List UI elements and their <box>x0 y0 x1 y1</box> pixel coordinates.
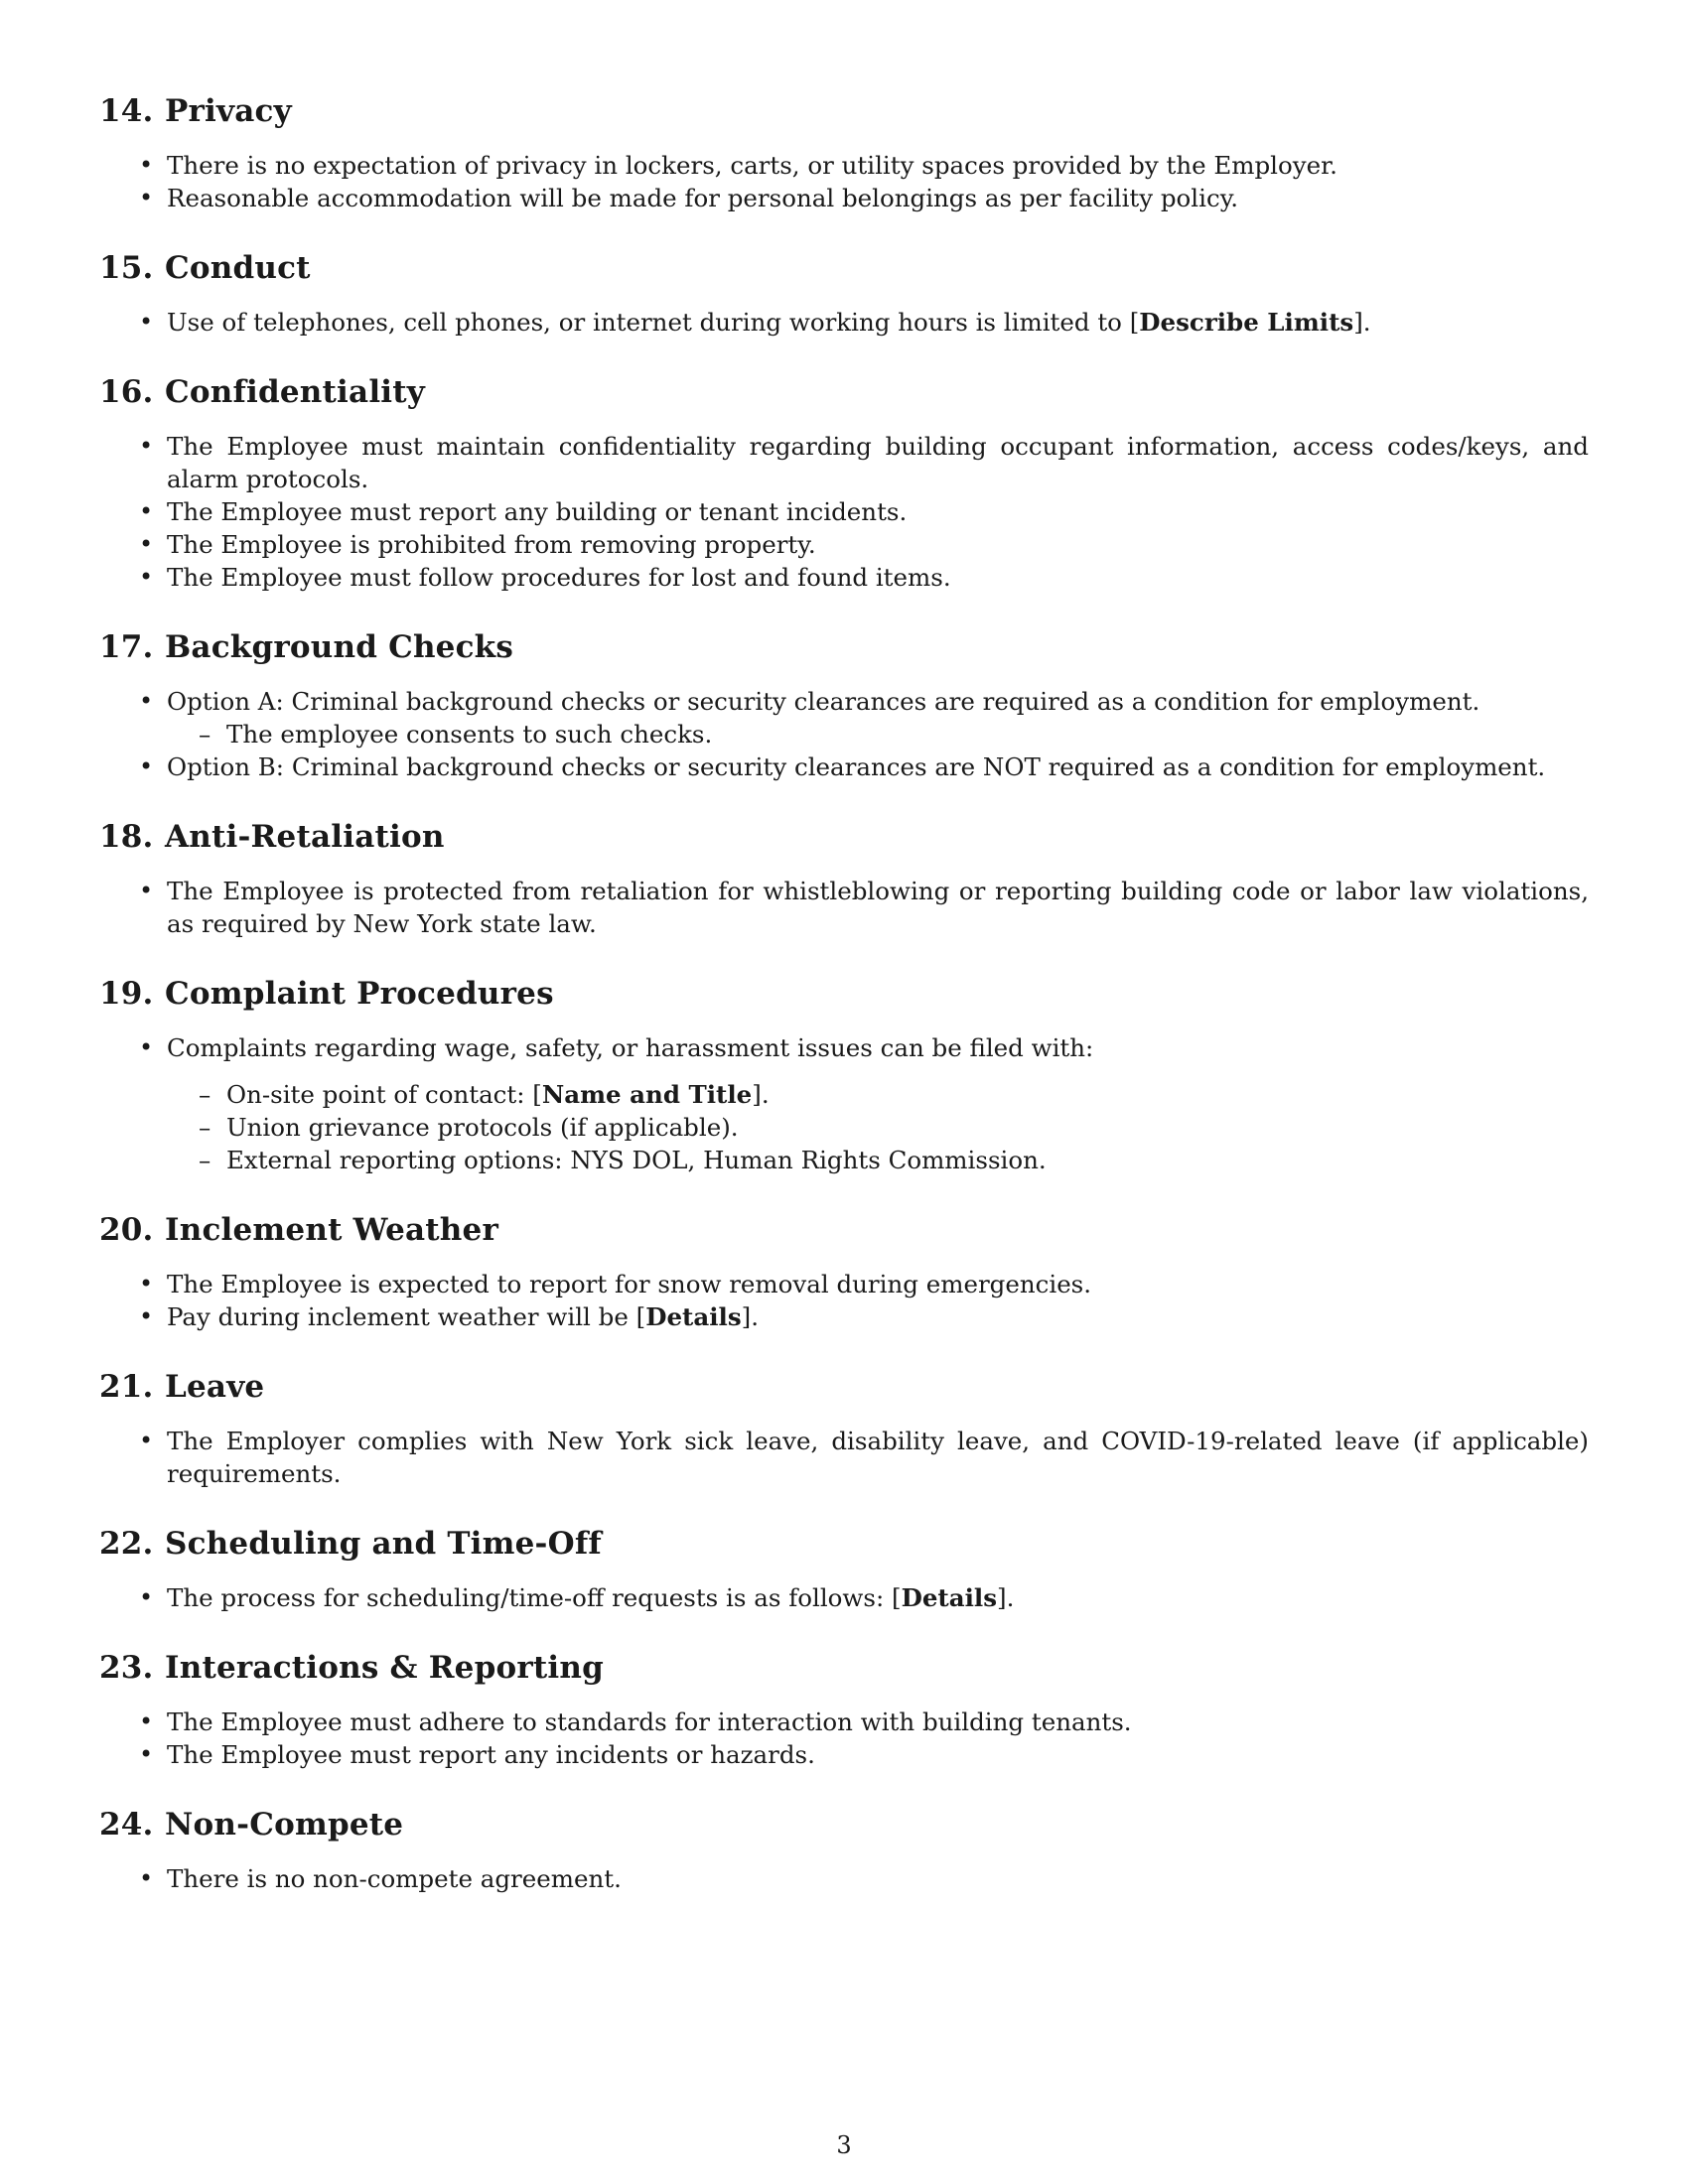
section-title: Background Checks <box>165 629 514 665</box>
section-confidentiality <box>99 372 1589 594</box>
bullet-item <box>99 306 1589 339</box>
section-title: Privacy <box>165 93 292 129</box>
sub-bullet-item <box>167 1078 1589 1111</box>
section-number: 20. <box>99 1212 154 1248</box>
bullet-list <box>99 306 1589 339</box>
section-number: 17. <box>99 629 154 665</box>
bullet-item <box>99 1581 1589 1614</box>
section-anti-retaliation <box>99 817 1589 940</box>
section-background-checks <box>99 627 1589 783</box>
sub-bullet-list <box>167 718 1589 751</box>
section-number: 23. <box>99 1650 154 1686</box>
bullet-item: • The Employee is prohibited from removing property. <box>99 528 1589 561</box>
section-scheduling-time-off <box>99 1524 1589 1614</box>
section-number: 16. <box>99 374 154 410</box>
section-title: Interactions & Reporting <box>165 1650 604 1686</box>
section-heading <box>99 1805 1589 1844</box>
bullet-item: • The Employer complies with New York sick leave, disability leave, and COVID-19-related leave (if applicable) requirements. <box>99 1425 1589 1490</box>
section-title: Leave <box>165 1369 265 1405</box>
bullet-list <box>99 875 1589 940</box>
section-interactions-reporting <box>99 1648 1589 1771</box>
bullet-item: • The Employee must maintain confidentiality regarding building occupant information, access codes/keys, and alarm protocols. <box>99 430 1589 495</box>
section-heading <box>99 817 1589 857</box>
bullet-item: • The Employee must adhere to standards for interaction with building tenants. <box>99 1706 1589 1738</box>
bullet-item: • There is no non-compete agreement. <box>99 1862 1589 1895</box>
bullet-item: • Reasonable accommodation will be made for personal belongings as per facility policy. <box>99 182 1589 214</box>
sub-bullet-text: On-site point of contact: [ <box>226 1080 542 1109</box>
section-heading <box>99 974 1589 1014</box>
sub-bullet-item: – The employee consents to such checks. <box>167 718 1589 751</box>
bullet-text: Pay during inclement weather will be [ <box>167 1302 646 1331</box>
section-number: 18. <box>99 819 154 855</box>
bullet-item: • Option B: Criminal background checks or security clearances are NOT required as a condition for employment. <box>99 751 1589 783</box>
bullet-text: The process for scheduling/time-off requests is as follows: [ <box>167 1583 902 1612</box>
section-heading <box>99 372 1589 412</box>
section-non-compete <box>99 1805 1589 1895</box>
bullet-list <box>99 1706 1589 1771</box>
section-heading <box>99 248 1589 288</box>
bullet-item <box>99 1031 1589 1176</box>
section-complaint-procedures <box>99 974 1589 1176</box>
section-heading <box>99 91 1589 131</box>
bullet-list <box>99 430 1589 594</box>
section-number: 14. <box>99 93 154 129</box>
page-number: 3 <box>836 2131 852 2159</box>
sub-bullet-item: – Union grievance protocols (if applicable). <box>167 1111 1589 1144</box>
section-heading <box>99 1648 1589 1688</box>
sub-bullet-text-end: ]. <box>752 1080 770 1109</box>
section-number: 21. <box>99 1369 154 1405</box>
bullet-list <box>99 149 1589 214</box>
section-title: Conduct <box>165 250 311 286</box>
bullet-list <box>99 1031 1589 1176</box>
section-number: 24. <box>99 1807 154 1843</box>
placeholder-describe-limits: Describe Limits <box>1139 308 1354 337</box>
section-number: 19. <box>99 976 154 1012</box>
placeholder-details: Details <box>645 1302 742 1331</box>
section-title: Confidentiality <box>165 374 426 410</box>
bullet-item: • The Employee must follow procedures for lost and found items. <box>99 561 1589 594</box>
section-heading <box>99 1210 1589 1250</box>
section-inclement-weather <box>99 1210 1589 1333</box>
placeholder-details: Details <box>901 1583 998 1612</box>
placeholder-name-and-title: Name and Title <box>541 1080 753 1109</box>
section-title: Anti-Retaliation <box>165 819 445 855</box>
section-title: Complaint Procedures <box>165 976 554 1012</box>
section-number: 15. <box>99 250 154 286</box>
bullet-item: • The Employee is expected to report for snow removal during emergencies. <box>99 1268 1589 1300</box>
bullet-item <box>99 1300 1589 1333</box>
bullet-list <box>99 685 1589 783</box>
bullet-list <box>99 1581 1589 1614</box>
bullet-text: Complaints regarding wage, safety, or harassment issues can be filed with: <box>167 1033 1094 1062</box>
bullet-list <box>99 1425 1589 1490</box>
sub-bullet-list <box>167 1078 1589 1176</box>
section-title: Scheduling and Time-Off <box>165 1526 602 1562</box>
bullet-text: Use of telephones, cell phones, or internet during working hours is limited to [ <box>167 308 1140 337</box>
section-heading <box>99 1524 1589 1564</box>
section-title: Inclement Weather <box>165 1212 498 1248</box>
bullet-text-end: ]. <box>997 1583 1015 1612</box>
section-conduct <box>99 248 1589 339</box>
bullet-text-end: ]. <box>741 1302 759 1331</box>
document-page <box>99 91 1589 1929</box>
bullet-item: • There is no expectation of privacy in lockers, carts, or utility spaces provided by the Employer. <box>99 149 1589 182</box>
bullet-item: • The Employee must report any building or tenant incidents. <box>99 495 1589 528</box>
bullet-item <box>99 685 1589 751</box>
bullet-item: • The Employee is protected from retaliation for whistleblowing or reporting building code or labor law violations, as required by New York state law. <box>99 875 1589 940</box>
bullet-item: • The Employee must report any incidents or hazards. <box>99 1738 1589 1771</box>
bullet-text: Option A: Criminal background checks or security clearances are required as a condition for employment. <box>167 687 1480 716</box>
section-heading <box>99 1367 1589 1407</box>
bullet-list <box>99 1268 1589 1333</box>
section-number: 22. <box>99 1526 154 1562</box>
sub-bullet-item: – External reporting options: NYS DOL, Human Rights Commission. <box>167 1144 1589 1176</box>
section-leave <box>99 1367 1589 1490</box>
bullet-list <box>99 1862 1589 1895</box>
section-privacy <box>99 91 1589 214</box>
section-title: Non-Compete <box>165 1807 404 1843</box>
bullet-text-end: ]. <box>1353 308 1371 337</box>
section-heading <box>99 627 1589 667</box>
